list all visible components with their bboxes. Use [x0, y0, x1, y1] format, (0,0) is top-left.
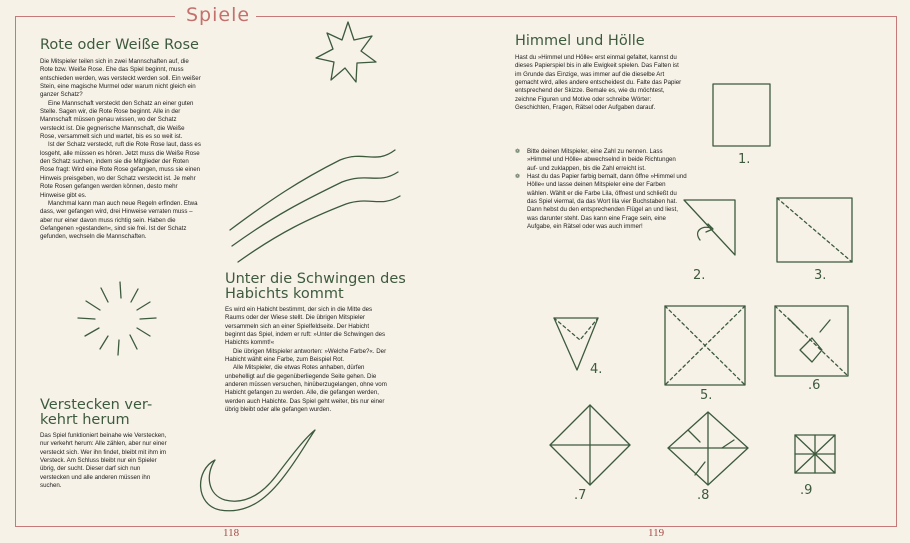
fold-step-9	[795, 435, 835, 473]
heading-himmel: Himmel und Hölle	[515, 33, 645, 49]
paragraph: Es wird ein Habicht bestimmt, der sich in die Mitte des Raums oder der Wiese stellt. Die übrigen Mitspieler versammeln sich an einer Spielfeldseite. Der Habicht beginnt das Spiel, indem er ruft: »Unter die Schwingen des Habichts kommt!«	[225, 306, 386, 347]
fold-step-8	[668, 412, 748, 485]
heading-line: Habichts kommt	[225, 286, 344, 303]
paragraph: Hast du »Himmel und Hölle« erst einmal gefaltet, kannst du dieses Papierspiel bis in alle Ewigkeit spielen. Das Falten ist im Grunde das Einzige, was immer auf die dieselbe Art gemacht wird, alles andere entscheidest du. Falte das Papier entsprechend der Skizze. Bemale es, wie du möchtest, zeichne Figuren und Motive oder schreibe Wörter: Geschichten, Fragen, Rätsel oder Aufgaben darauf.	[515, 54, 682, 112]
paragraph: Die Mitspieler teilen sich in zwei Mannschaften auf, die Rote bzw. Weiße Rose. Ehe das Spiel beginnt, muss entschieden werden, was versteckt werden soll. Ein weißer Stein, eine magische Murmel oder warum nicht gleich ein ganzer Schatz?	[40, 58, 201, 99]
list-item-text: Bitte deinen Mitspieler, eine Zahl zu nennen. Lass »Himmel und Hölle« abwechselnd in beide Richtungen auf- und zuklappen, bis die Zahl erreicht ist.	[527, 148, 676, 172]
page-number-right: 119	[643, 527, 669, 539]
fold-step-6	[775, 306, 848, 376]
page-title: Spiele	[180, 4, 256, 26]
fold-step-3	[777, 198, 852, 262]
fold-step-2	[684, 200, 735, 255]
fold-step-5	[665, 306, 745, 385]
fold-step-label: .6	[808, 378, 821, 393]
fold-step-label: 2.	[693, 268, 706, 283]
moon-drawing	[201, 430, 315, 511]
fold-step-label: .8	[697, 488, 710, 503]
fold-step-label: 1.	[738, 152, 751, 167]
list-item-text: Hast du das Papier farbig bemalt, dann öffne »Himmel und Hölle« und lasse deinen Mitspieler eine der Farben wählen. Wählt er die Farbe Lila, öffnest und schließt du das Spiel viermal, da das Wort lila vier Buchstaben hat. Dann hebst du den entsprechenden Flügel an und liest, was darunter steht. Das kann eine Frage sein, eine Aufgabe, ein Rätsel oder was auch immer!	[527, 173, 687, 231]
paragraph: Eine Mannschaft versteckt den Schatz an einer guten Stelle. Sagen wir, die Rote Rose beginnt. Alle in der Mannschaft müssen genau wissen, wo der Schatz versteckt ist. Die gegnerische Mannschaft, die Weiße Rose, versammelt sich und wartet, bis es so weit ist.	[40, 99, 194, 141]
flower-icon: ❁	[515, 173, 521, 181]
fold-step-label: .7	[574, 488, 587, 503]
fold-step-label: 4.	[590, 362, 603, 377]
paragraph: Manchmal kann man auch neue Regeln erfinden. Etwa dass, wer gefangen wird, drei Hinweise verraten muss – aber nur einer davon muss richtig sein. Haben die Gefangenen »gestanden«, sind sie frei. Ist der Schatz gefunden, wechseln die Mannschaften.	[40, 199, 198, 241]
waves-drawing	[230, 150, 400, 262]
heading-rote-rose: Rote oder Weiße Rose	[40, 37, 199, 53]
page-number-left: 118	[218, 527, 244, 539]
star-icon	[316, 22, 376, 82]
fold-step-label: 3.	[814, 268, 827, 283]
fold-step-7	[550, 405, 630, 485]
heading-line: Verstecken ver-	[40, 397, 153, 413]
flower-icon: ❁	[515, 148, 521, 155]
fold-step-label: .9	[800, 483, 813, 498]
paragraph: Ist der Schatz versteckt, ruft die Rote Rose laut, dass es losgeht, alle müssen es hören. Jetzt muss die Weiße Rose den Schatz suchen, indem sie die Mitglieder der Roten Rose fragt: Wird eine Rote Rose gefangen, muss sie einen Hinweis preisgeben, wo der Schatz versteckt ist. Je mehr Rote Rosen gefangen werden können, desto mehr Hinweise gibt es.	[40, 141, 201, 199]
fold-step-1	[713, 84, 770, 146]
fold-step-label: 5.	[700, 388, 713, 403]
sun-drawing	[78, 282, 156, 355]
paragraph: Die übrigen Mitspieler antworten: »Welche Farbe?«. Der Habicht wählt eine Farbe, zum Beispiel Rot.	[225, 347, 387, 364]
heading-line: Unter die Schwingen des	[225, 271, 406, 287]
heading-line: kehrt herum	[40, 412, 130, 429]
paragraph: Das Spiel funktioniert beinahe wie Verstecken, nur verkehrt herum: Alle zählen, aber nur einer versteckt sich. Wer ihn findet, bleibt mit ihm im Versteck. Am Schluss bleibt nur ein Spieler übrig, der sucht. Dieser darf sich nun verstecken und alle anderen müssen ihn suchen.	[40, 432, 167, 490]
paragraph: Alle Mitspieler, die etwas Rotes anhaben, dürfen unbehelligt auf die gegenüberliegende Seite gehen. Die anderen müssen versuchen, hinüberzugelangen, ohne vom Habicht gefangen zu werden. Alle, die gefangen werden, werden auch Habichte. Das Spiel geht weiter, bis nur einer übrig bleibt oder alle gefangen wurden.	[225, 364, 387, 414]
